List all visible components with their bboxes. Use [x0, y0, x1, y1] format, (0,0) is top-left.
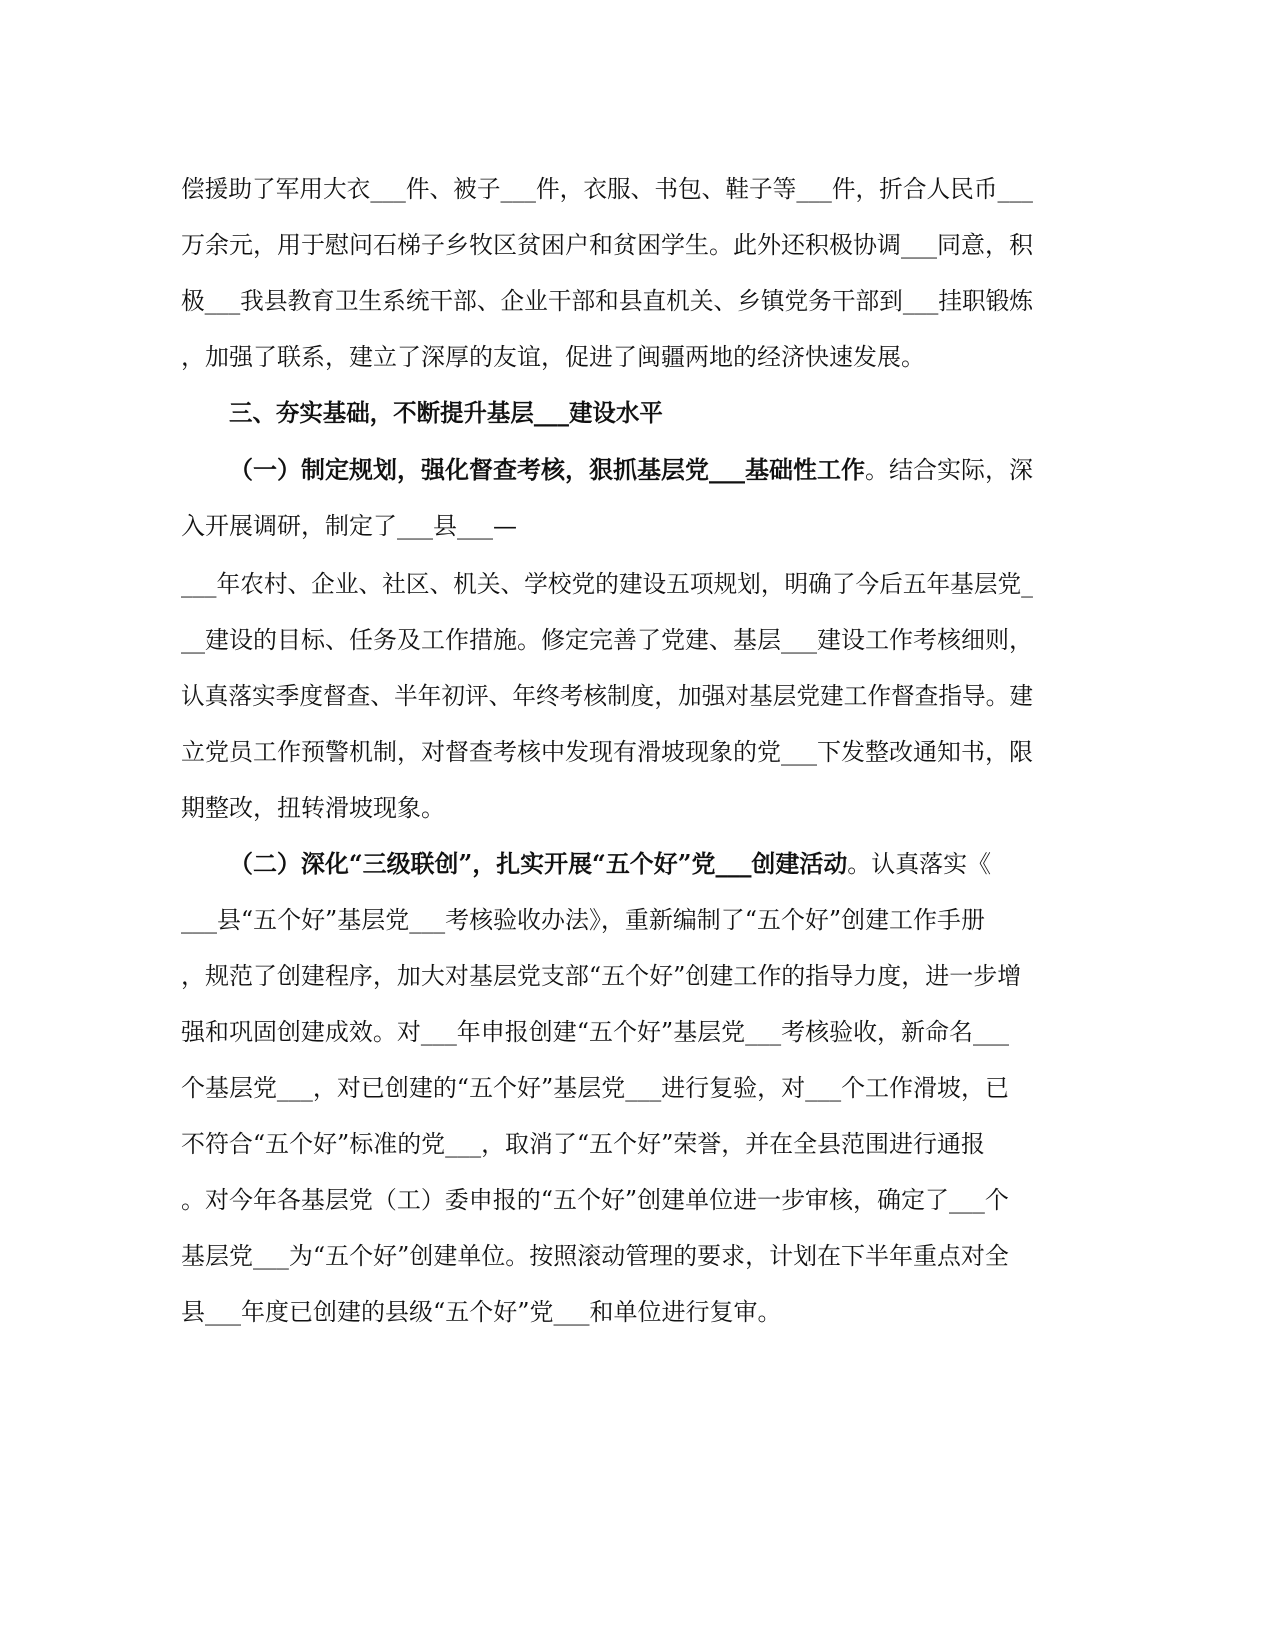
line-content: [181, 564, 1033, 604]
text-line: [0, 281, 1275, 321]
text-line: [0, 1124, 1275, 1164]
text-line: [0, 732, 1275, 772]
line-content: [181, 1124, 985, 1164]
line-content: [181, 1180, 1009, 1220]
body-text: 不符合“五个好”标准的党___，取消了“五个好”荣誉，并在全县范围进行通报: [181, 1130, 985, 1158]
body-text: ___县“五个好”基层党___考核验收办法》，重新编制了“五个好”创建工作手册: [181, 906, 985, 934]
bold-heading-text: （一）制定规划，强化督查考核，狠抓基层党___基础性工作: [229, 455, 865, 484]
text-line: [0, 506, 1275, 546]
line-content: [181, 620, 1033, 660]
body-text: 个基层党___，对已创建的“五个好”基层党___进行复验，对___个工作滑坡，已: [181, 1074, 1009, 1102]
text-line: [0, 1180, 1275, 1220]
body-text: ，加强了联系，建立了深厚的友谊，促进了闽疆两地的经济快速发展。: [181, 343, 925, 371]
bold-heading-text: （二）深化“三级联创”，扎实开展“五个好”党___创建活动: [229, 849, 848, 878]
text-line: [0, 1292, 1275, 1332]
line-content: [181, 337, 925, 377]
line-content: [181, 1292, 782, 1332]
line-content: [229, 393, 663, 433]
body-text: __建设的目标、任务及工作措施。修定完善了党建、基层___建设工作考核细则，: [181, 626, 1033, 654]
body-text: ，规范了创建程序，加大对基层党支部“五个好”创建工作的指导力度，进一步增: [181, 962, 1022, 990]
text-line: [0, 788, 1275, 828]
line-content: [181, 1068, 1009, 1108]
line-content: [229, 450, 1033, 490]
body-text: 期整改，扭转滑坡现象。: [181, 794, 445, 822]
text-line: [0, 450, 1275, 490]
text-line: [0, 676, 1275, 716]
body-text: 入开展调研，制定了___县___—: [181, 512, 517, 540]
line-content: [181, 225, 1033, 265]
line-content: [181, 506, 517, 546]
body-text: 认真落实季度督查、半年初评、年终考核制度，加强对基层党建工作督查指导。建: [181, 682, 1033, 710]
body-text: 极___我县教育卫生系统干部、企业干部和县直机关、乡镇党务干部到___挂职锻炼: [181, 287, 1033, 315]
body-text: 强和巩固创建成效。对___年申报创建“五个好”基层党___考核验收，新命名___: [181, 1018, 1009, 1046]
line-content: [181, 732, 1033, 772]
line-content: [181, 281, 1033, 321]
body-text: 万余元，用于慰问石梯子乡牧区贫困户和贫困学生。此外还积极协调___同意，积: [181, 231, 1033, 259]
text-line: [0, 1012, 1275, 1052]
text-line: [0, 393, 1275, 433]
text-line: [0, 169, 1275, 209]
text-line: [0, 564, 1275, 604]
body-text: 。认真落实《: [847, 850, 992, 878]
line-content: [181, 169, 1033, 209]
text-line: [0, 900, 1275, 940]
body-text: 基层党___为“五个好”创建单位。按照滚动管理的要求，计划在下半年重点对全: [181, 1242, 1009, 1270]
text-line: [0, 337, 1275, 377]
text-line: [0, 1236, 1275, 1276]
line-content: [181, 1236, 1009, 1276]
text-line: [0, 956, 1275, 996]
line-content: [181, 1012, 1009, 1052]
line-content: [181, 956, 1021, 996]
line-content: [229, 844, 991, 884]
line-content: [181, 900, 985, 940]
line-content: [181, 676, 1033, 716]
text-line: [0, 844, 1275, 884]
text-line: [0, 225, 1275, 265]
line-content: [181, 788, 445, 828]
body-text: 偿援助了军用大衣___件、被子___件，衣服、书包、鞋子等___件，折合人民币___: [181, 175, 1033, 203]
body-text: 。对今年各基层党（工）委申报的“五个好”创建单位进一步审核，确定了___个: [181, 1186, 1009, 1214]
text-line: [0, 1068, 1275, 1108]
bold-heading-text: 三、夯实基础，不断提升基层___建设水平: [229, 398, 663, 427]
body-text: 立党员工作预警机制，对督查考核中发现有滑坡现象的党___下发整改通知书，限: [181, 738, 1033, 766]
text-line: [0, 620, 1275, 660]
body-text: ___年农村、企业、社区、机关、学校党的建设五项规划，明确了今后五年基层党_: [181, 570, 1033, 598]
body-text: 县___年度已创建的县级“五个好”党___和单位进行复审。: [181, 1298, 782, 1326]
body-text: 。结合实际，深: [865, 456, 1033, 484]
